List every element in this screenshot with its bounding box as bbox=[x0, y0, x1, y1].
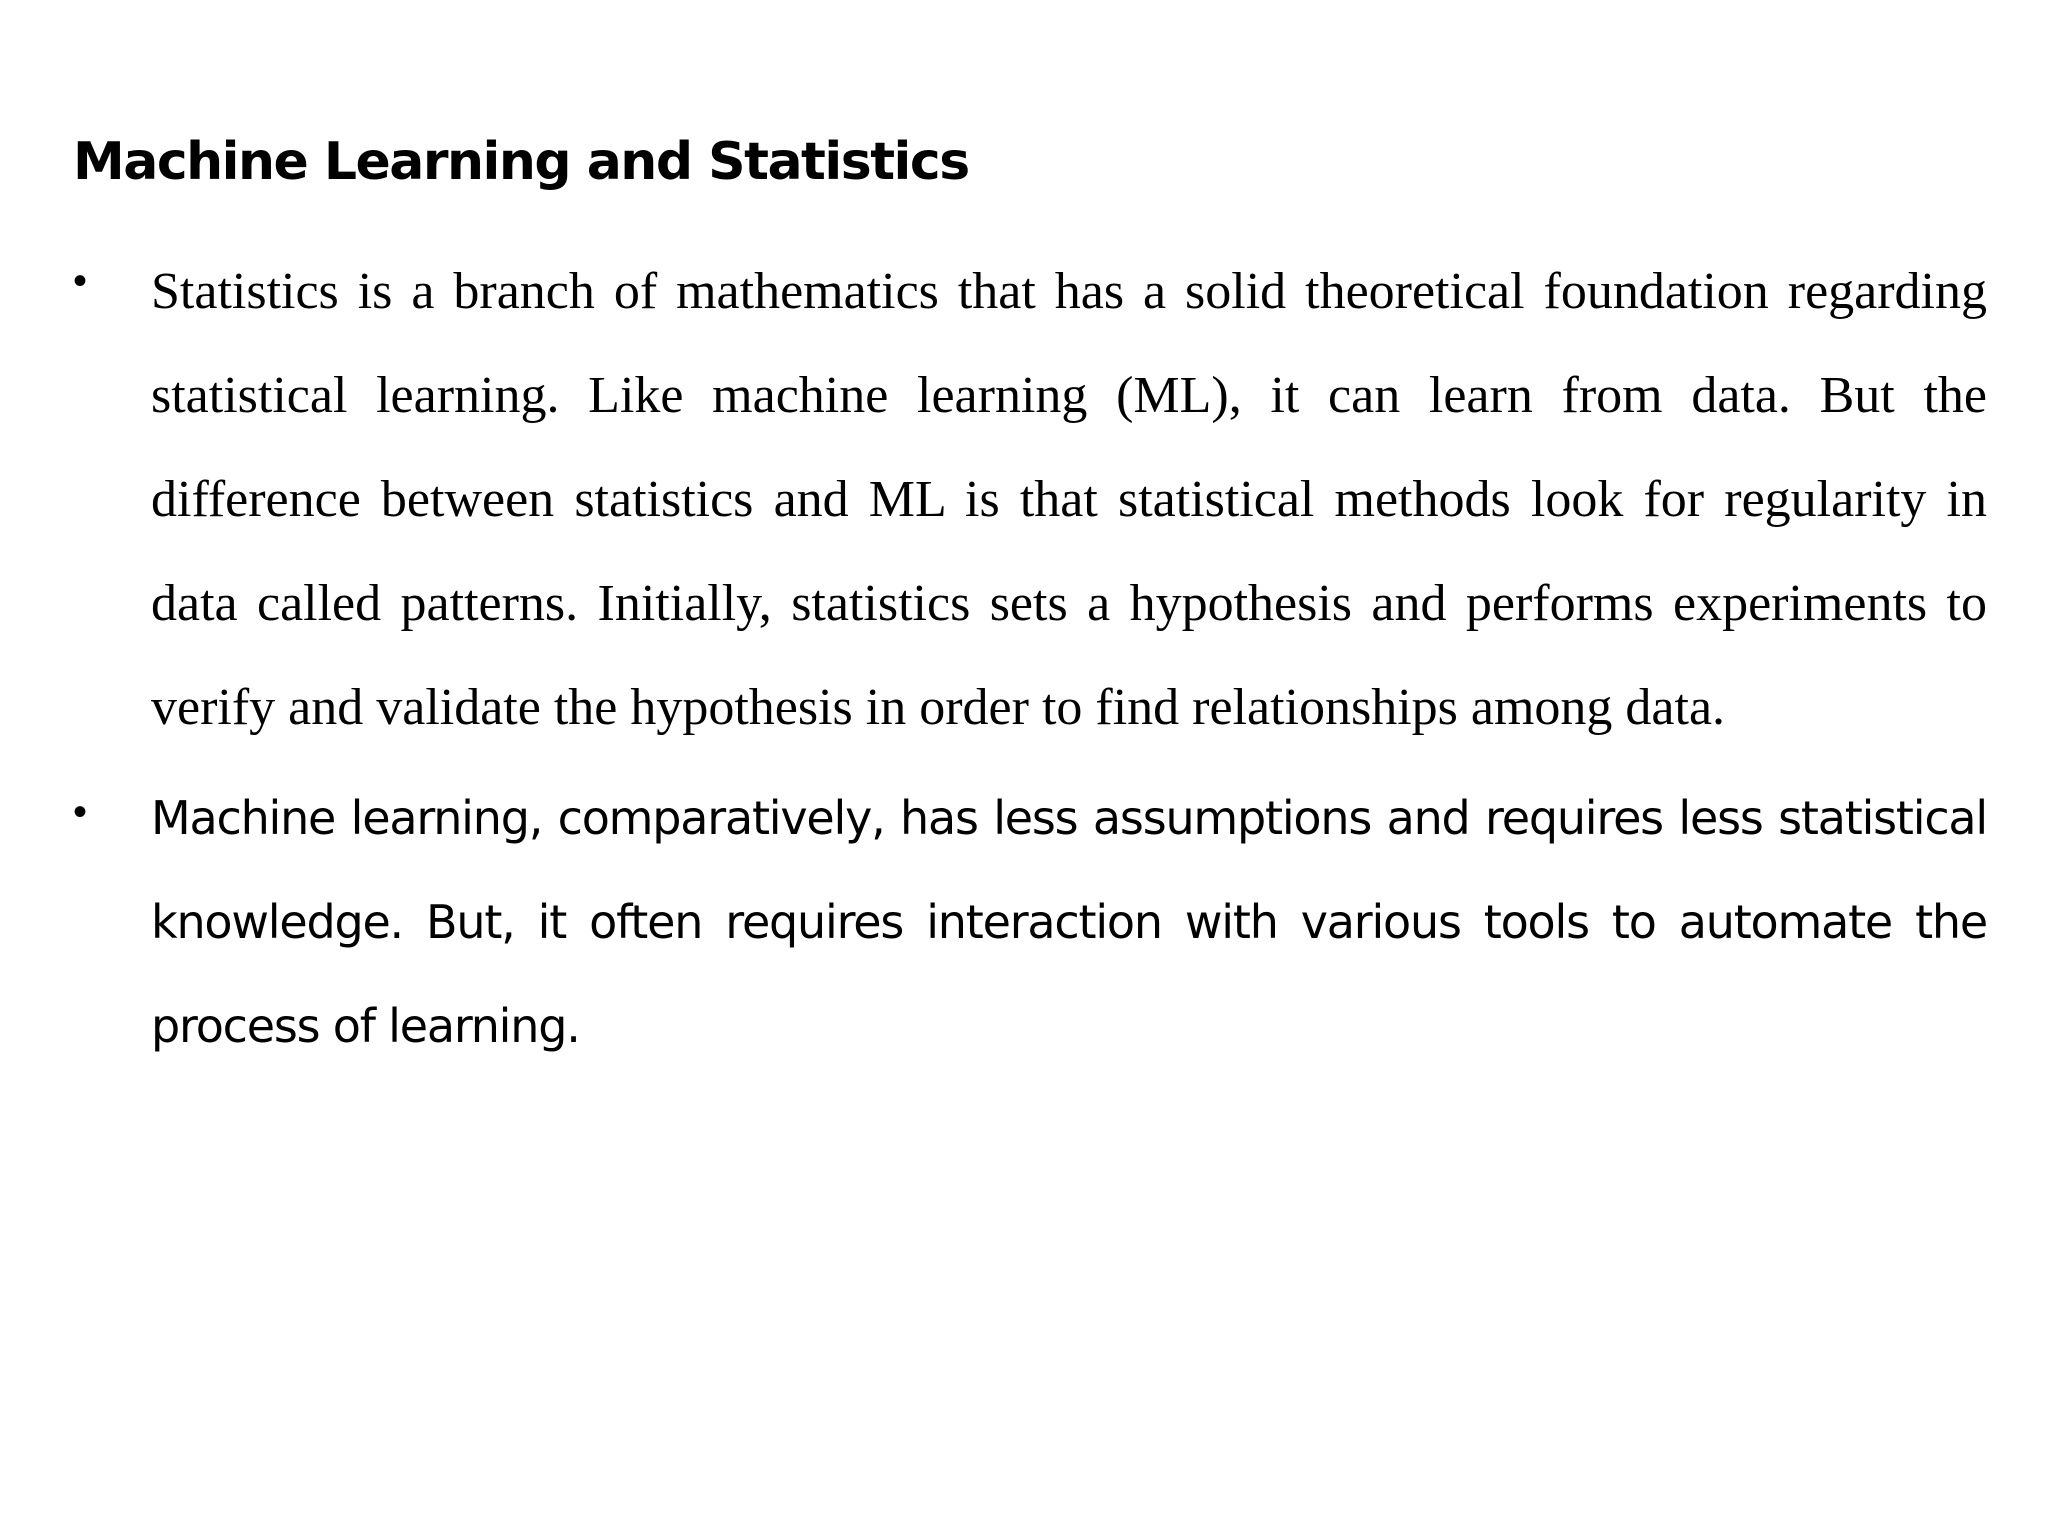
bullet-icon: • bbox=[73, 259, 88, 303]
bullet-item-machine-learning bbox=[73, 766, 1987, 1078]
bullet-list bbox=[73, 240, 1987, 1084]
bullet-text-statistics: Statistics is a branch of mathematics that has a solid theoretical foundation regarding statistical learning. Like machine learning (ML), it can learn from data. But the difference between statistics and ML is that statistical methods look for regularity in data called patterns. Initially, statistics sets a hypothesis and performs experiments to verify and validate the hypothesis in order to find relationships among data. bbox=[151, 263, 1987, 736]
slide-title: Machine Learning and Statistics bbox=[73, 132, 969, 192]
bullet-icon: • bbox=[73, 790, 88, 834]
bullet-item-statistics bbox=[73, 240, 1987, 760]
bullet-text-machine-learning: Machine learning, comparatively, has less assumptions and requires less statistical knowledge. But, it often requires interaction with various tools to automate the process of learning. bbox=[151, 791, 1987, 1053]
